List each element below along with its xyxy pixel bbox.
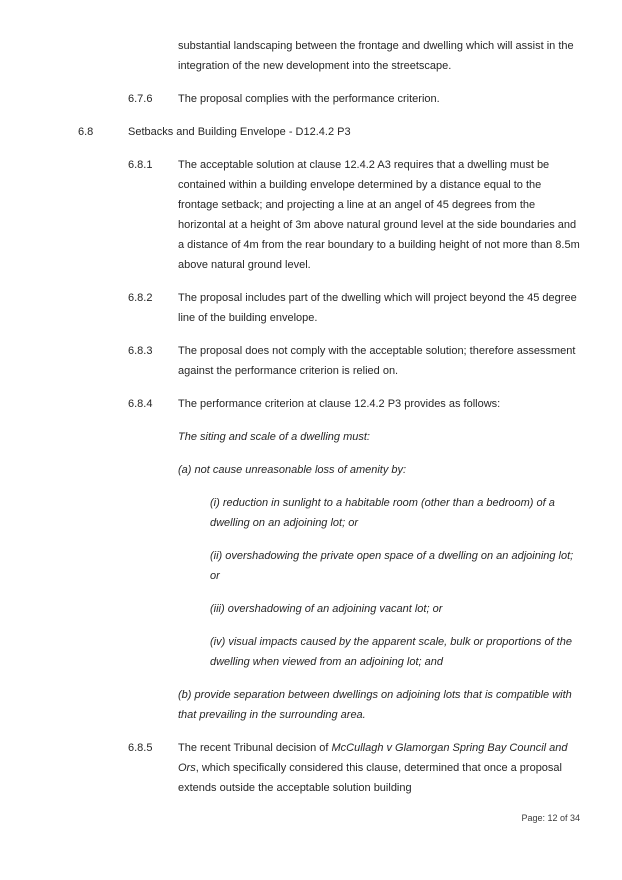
quote-sub-item-iv: (iv) visual impacts caused by the apparent scale, bulk or proportions of the dwelling when viewed from an adjoining lot; and — [210, 636, 572, 668]
quote-sub-item-iii: (iii) overshadowing of an adjoining vacant lot; or — [210, 603, 443, 615]
clause-text-end: , which specifically considered this clause, determined that once a proposal extends outside the acceptable solution building — [178, 762, 562, 794]
clause-6-7-6 — [128, 89, 622, 109]
clause-number: 6.7.6 — [128, 93, 153, 105]
clause-text: The proposal does not comply with the acceptable solution; therefore assessment against the performance criterion is relied on. — [178, 345, 576, 377]
clause-number: 6.8.2 — [128, 292, 153, 304]
clause-number: 6.8.5 — [128, 742, 153, 754]
clause-text-start: The recent Tribunal decision of — [178, 742, 332, 754]
clause-6-8-4 — [128, 394, 622, 414]
quote-sub-item-ii: (ii) overshadowing the private open space of a dwelling on an adjoining lot; or — [210, 550, 574, 582]
clause-6-8-5 — [128, 738, 622, 798]
case-citation: McCullagh v Glamorgan Spring Bay Council and Ors — [178, 742, 568, 774]
clause-6-8-3 — [128, 341, 622, 381]
quote-item-b: (b) provide separation between dwellings on adjoining lots that is compatible with that prevailing in the surrounding area. — [178, 689, 572, 721]
clause-6-8-1 — [128, 155, 622, 275]
clause-text: The performance criterion at clause 12.4.2 P3 provides as follows: — [178, 398, 501, 410]
clause-number: 6.8.4 — [128, 398, 153, 410]
clause-number: 6.8.3 — [128, 345, 153, 357]
clause-6-8-2 — [128, 288, 622, 328]
section-heading-6-8 — [78, 122, 622, 142]
clause-text: The proposal complies with the performance criterion. — [178, 93, 440, 105]
clause-text: The proposal includes part of the dwelling which will project beyond the 45 degree line of the building envelope. — [178, 292, 577, 324]
quote-sub-item-i: (i) reduction in sunlight to a habitable room (other than a bedroom) of a dwelling on an adjoining lot; or — [210, 497, 555, 529]
section-number: 6.8 — [78, 126, 94, 138]
clause-text — [178, 738, 582, 798]
section-title: Setbacks and Building Envelope - D12.4.2 P3 — [128, 126, 351, 138]
quote-item-a: (a) not cause unreasonable loss of amenity by: — [178, 464, 407, 476]
continuation-paragraph: substantial landscaping between the frontage and dwelling which will assist in the integration of the new development into the streetscape. — [178, 40, 574, 72]
quote-intro: The siting and scale of a dwelling must: — [178, 431, 370, 443]
clause-text: The acceptable solution at clause 12.4.2 A3 requires that a dwelling must be contained within a building envelope determined by a distance equal to the frontage setback; and projecting a line at an angel of 45 degrees from the horizontal at a height of 3m above natural ground level at the side boundaries and a distance of 4m from the rear boundary to a building height of not more than 8.5m above natural ground level. — [178, 159, 580, 271]
clause-number: 6.8.1 — [128, 159, 153, 171]
page-number-footer: Page: 12 of 34 — [521, 813, 580, 823]
